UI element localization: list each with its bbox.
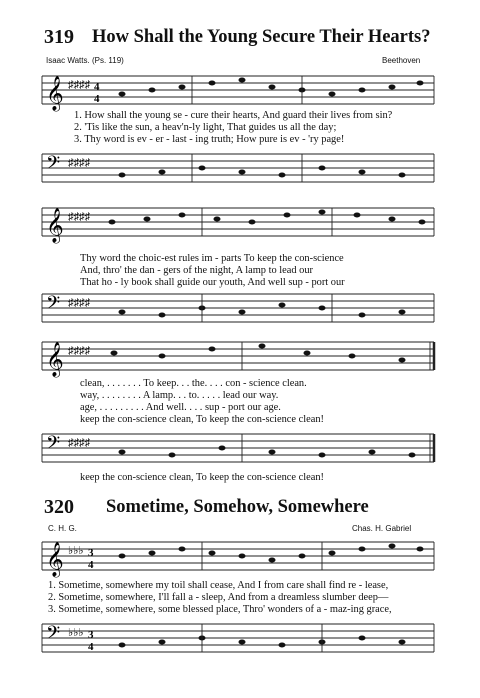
music-staff-treble (42, 204, 438, 243)
svg-text:𝄞: 𝄞 (46, 208, 64, 243)
verse-3-line: 3. Thy word is ev - er - last - ing truth; How pure is ev - 'ry page! (74, 134, 345, 145)
hymn-title: Sometime, Somehow, Somewhere (106, 497, 369, 517)
svg-text:♭♭♭: ♭♭♭ (68, 627, 84, 639)
hymn-number: 319 (44, 26, 74, 48)
music-staff-treble (42, 72, 438, 111)
music-staff-treble (42, 538, 438, 577)
svg-text:3: 3 (88, 629, 94, 641)
verse-3-line: age, . . . . . . . . . And well. . . . sup - port our age. (80, 402, 281, 413)
verse-1-line: 1. How shall the young se - cure their hearts, And guard their lives from sin? (74, 110, 393, 121)
music-staff-bass (42, 150, 438, 186)
svg-text:4: 4 (88, 559, 94, 571)
svg-text:𝄢: 𝄢 (46, 433, 61, 458)
svg-text:♭♭♭: ♭♭♭ (68, 545, 84, 557)
verse-2-line: 2. Sometime, somewhere, I'll fall a - sleep, And from a dreamless slumber deep— (48, 592, 389, 603)
svg-text:♯♯♯♯: ♯♯♯♯ (68, 79, 90, 91)
music-staff-treble (42, 338, 438, 377)
music-staff-bass (42, 620, 438, 656)
svg-text:𝄢: 𝄢 (46, 293, 61, 318)
verse-1-line: 1. Sometime, somewhere my toil shall cease, And I from care shall find re - lease, (48, 580, 389, 591)
refrain-line: keep the con-science clean, To keep the con-science clean! (80, 414, 324, 425)
hymn-number: 320 (44, 496, 74, 518)
hymn-title: How Shall the Young Secure Their Hearts? (92, 27, 431, 47)
verse-2-line: way, . . . . . . . . A lamp. . . to. . . . . lead our way. (80, 390, 279, 401)
svg-text:4: 4 (94, 81, 100, 93)
verse-1-line: Thy word the choic-est rules im - parts To keep the con-science (80, 253, 344, 264)
music-credit: Beethoven (382, 56, 421, 65)
svg-text:𝄞: 𝄞 (46, 342, 64, 377)
svg-text:3: 3 (88, 547, 94, 559)
svg-text:𝄢: 𝄢 (46, 153, 61, 178)
svg-text:♯♯♯♯: ♯♯♯♯ (68, 297, 90, 309)
words-credit: C. H. G. (48, 524, 77, 533)
verse-2-line: 2. 'Tis like the sun, a heav'n-ly light, That guides us all the day; (74, 122, 337, 133)
svg-text:♯♯♯♯: ♯♯♯♯ (68, 157, 90, 169)
svg-text:♯♯♯♯: ♯♯♯♯ (68, 437, 90, 449)
svg-text:♯♯♯♯: ♯♯♯♯ (68, 345, 90, 357)
verse-3-line: That ho - ly book shall guide our youth, And well sup - port our (80, 277, 345, 288)
svg-text:4: 4 (88, 641, 94, 653)
svg-text:𝄞: 𝄞 (46, 542, 64, 577)
bass-lyrics-line: keep the con-science clean, To keep the con-science clean! (80, 472, 324, 483)
words-credit: Isaac Watts. (Ps. 119) (46, 56, 124, 65)
verse-2-line: And, thro' the dan - gers of the night, A lamp to lead our (80, 265, 314, 276)
music-staff-bass (42, 290, 438, 326)
svg-text:𝄞: 𝄞 (46, 76, 64, 111)
music-staff-bass (42, 430, 438, 466)
music-credit: Chas. H. Gabriel (352, 524, 412, 533)
verse-3-line: 3. Sometime, somewhere, some blessed place, Thro' wonders of a - maz-ing grace, (48, 604, 392, 615)
verse-1-line: clean, . . . . . . . To keep. . . the. . . . con - science clean. (80, 378, 307, 389)
svg-text:𝄢: 𝄢 (46, 623, 61, 648)
svg-text:4: 4 (94, 93, 100, 105)
svg-text:♯♯♯♯: ♯♯♯♯ (68, 211, 90, 223)
